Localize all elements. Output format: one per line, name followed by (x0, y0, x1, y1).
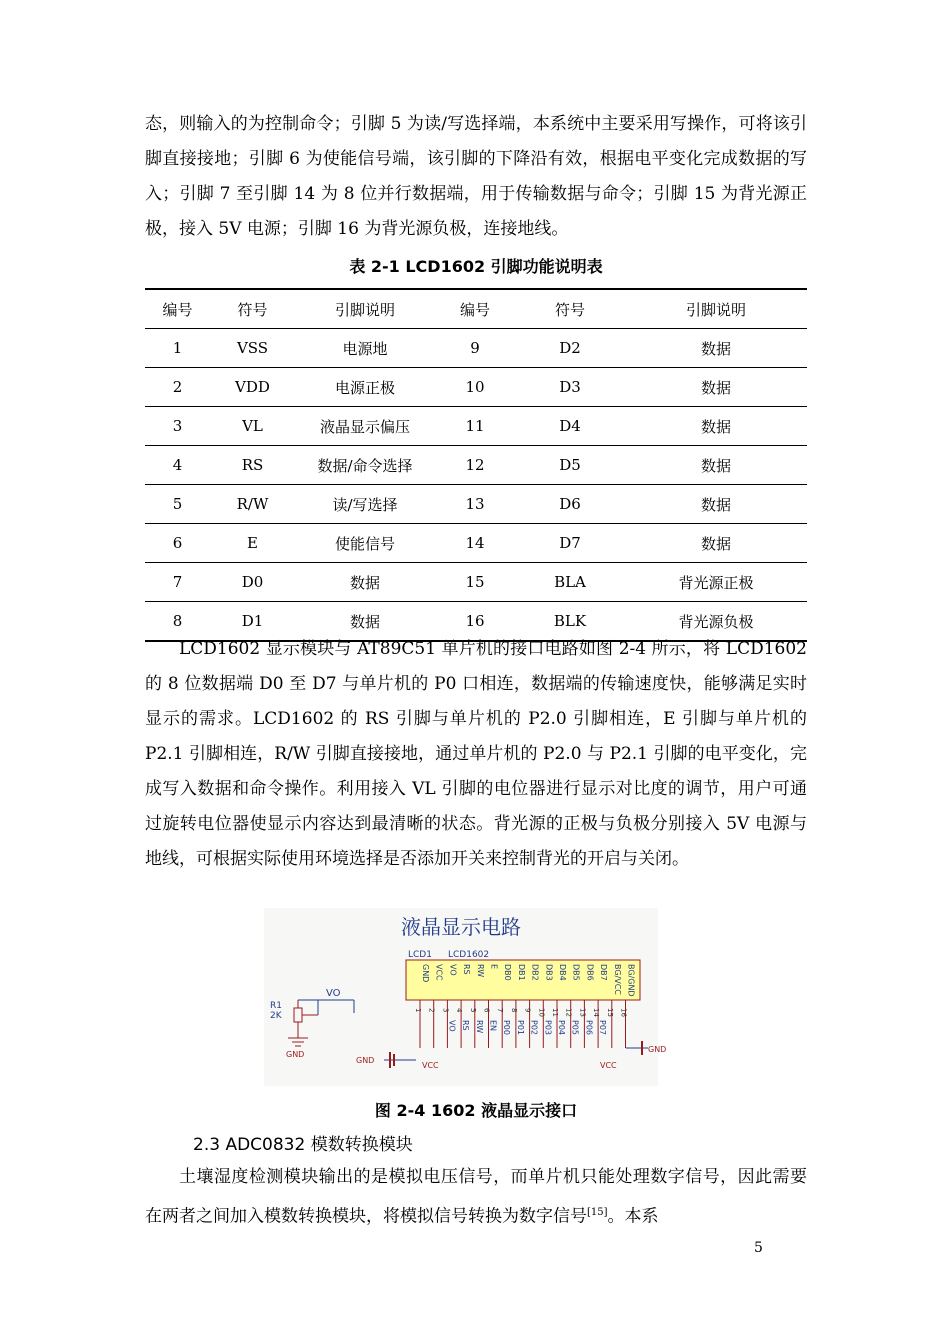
table-header: 编号 (162, 300, 193, 319)
table-cell: D2 (559, 339, 581, 357)
table-cell: 15 (465, 573, 485, 591)
vcc-label-pin2: VCC (422, 1061, 439, 1070)
vcc-label-pin15: VCC (600, 1061, 617, 1070)
vo-net-label: VO (326, 988, 341, 999)
table-cell: 3 (172, 417, 183, 435)
pin-name-label: RS (462, 964, 472, 975)
table-row (145, 407, 807, 446)
table-cell: 7 (172, 573, 183, 591)
table-cell: 使能信号 (334, 534, 395, 553)
schematic-title: 液晶显示电路 (401, 915, 521, 939)
table-cell: 读/写选择 (332, 495, 398, 514)
table-cell: 电源正极 (334, 378, 395, 397)
lcd-part-name: LCD1602 (448, 950, 490, 960)
pin-name-label: DB4 (558, 964, 567, 981)
citation-ref[interactable]: [15] (587, 1207, 608, 1218)
net-label: P05 (570, 1020, 580, 1036)
net-label: P06 (584, 1020, 594, 1036)
table-cell: 8 (172, 612, 183, 630)
net-label: EN (488, 1020, 498, 1032)
table-cell: 9 (470, 339, 480, 357)
gnd-label-left: GND (286, 1050, 305, 1059)
table-cell: E (247, 534, 258, 552)
pin-number: 4 (455, 1008, 464, 1013)
table-header: 引脚说明 (334, 300, 395, 319)
table-cell: VL (242, 417, 263, 435)
table-header: 编号 (459, 300, 490, 319)
table-cell: 数据 (349, 573, 380, 592)
resistor-value: 2K (270, 1011, 282, 1021)
table-cell: VSS (236, 339, 269, 357)
net-label: P00 (502, 1020, 512, 1036)
pin-name-label: DB2 (530, 964, 540, 981)
paragraph-adc-text: 土壤湿度检测模块输出的是模拟电压信号，而单片机只能处理数字信号，因此需要在两者之间加入模数转换模块，将模拟信号转换为数字信号 (145, 1167, 807, 1227)
pin-name-label: DB3 (544, 964, 554, 981)
pin-name-label: BG/VCC (612, 964, 622, 995)
net-label: P03 (543, 1020, 553, 1036)
table-cell: 13 (465, 495, 485, 513)
table-cell: 数据 (700, 534, 731, 553)
pin-name-label: DB7 (599, 964, 609, 981)
table-header: 引脚说明 (685, 300, 746, 319)
table-cell: 数据 (700, 339, 731, 358)
pin-number: 10 (537, 1008, 546, 1017)
table-header: 符号 (554, 300, 585, 319)
pin-number: 11 (551, 1008, 559, 1017)
pin-name-label: BG/GND (626, 964, 636, 997)
resistor-ref: R1 (270, 1001, 282, 1011)
table-row (145, 368, 807, 407)
net-label: VO (447, 1020, 457, 1032)
table-cell: 14 (465, 534, 485, 552)
table-header: 符号 (237, 300, 268, 319)
table-cell: 2 (172, 378, 183, 396)
table-cell: 数据 (700, 417, 731, 436)
pin-number: 12 (564, 1008, 573, 1017)
resistor-symbol (294, 1008, 302, 1022)
paragraph-adc (145, 1160, 807, 1235)
pin-number: 14 (592, 1008, 601, 1017)
section-heading-text: 2.3 ADC0832 模数转换模块 (193, 1135, 413, 1155)
table-cell: BLA (554, 573, 586, 591)
table-cell: 16 (465, 612, 485, 630)
pin-number: 1 (414, 1008, 422, 1013)
net-label: P01 (515, 1020, 525, 1036)
table-cell: 数据/命令选择 (317, 456, 413, 475)
table-cell: 5 (172, 495, 183, 513)
table-row (145, 563, 807, 602)
lcd-circuit-figure (264, 908, 667, 1086)
pin-number: 16 (619, 1008, 628, 1017)
table-cell: 液晶显示偏压 (319, 417, 410, 436)
table-cell: D6 (559, 495, 581, 513)
table-cell: VDD (235, 378, 270, 396)
table-row (145, 329, 807, 368)
paragraph-interface-text: LCD1602 显示模块与 AT89C51 单片机的接口电路如图 2-4 所示，将 LCD1602 的 8 位数据端 D0 至 D7 与单片机的 P0 口相连，数据端的传输速度快，能够满足实时显示的需求。LCD1602 的 RS 引脚与单片机的 P2.0 引脚相连，E 引脚与单片机的 P2.1 引脚相连，R/W 引脚直接接地，通过单片机的 P2.0 与 P2.1 引脚的电平变化，完成写入数据和命令操作。利用接入 VL 引脚的电位器进行显示对比度的调节，用户可通过旋转电位器使显示内容达到最清晰的状态。背光源的正极与负极分别接入 5V 电源与地线，可根据实际使用环境选择是否添加开关来控制背光的开启与关闭。 (145, 639, 807, 869)
pin-function-table (145, 288, 807, 642)
pin-number: 5 (468, 1008, 477, 1013)
net-label: RS (461, 1020, 471, 1031)
table-cell: 4 (172, 456, 183, 474)
pin-name-label: VO (448, 964, 458, 976)
table-row (145, 446, 807, 485)
table-row (145, 485, 807, 524)
table-cell: 数据 (700, 456, 731, 475)
net-label: RW (474, 1020, 484, 1034)
table-cell: D0 (241, 573, 264, 591)
table-cell: 11 (465, 417, 485, 435)
pin-name-label: RW (475, 964, 485, 978)
gnd-label-pin1: GND (356, 1056, 375, 1065)
net-label: P07 (598, 1020, 608, 1036)
pin-name-label: DB6 (585, 964, 595, 981)
pin-name-label: VCC (434, 964, 444, 981)
section-heading (193, 1130, 413, 1155)
pin-number: 8 (509, 1008, 518, 1013)
table-cell: RS (241, 456, 264, 474)
pin-number: 2 (427, 1008, 436, 1013)
paragraph-interface (145, 632, 807, 877)
pin-number: 6 (482, 1008, 491, 1013)
pin-name-label: DB0 (503, 964, 513, 981)
table-cell: BLK (553, 612, 587, 630)
schematic-svg (264, 908, 667, 1086)
net-label: P04 (557, 1020, 566, 1036)
lcd-ref: LCD1 (408, 950, 432, 960)
pin-number: 15 (605, 1008, 614, 1017)
table-cell: 数据 (700, 495, 731, 514)
table-cell: 电源地 (342, 339, 388, 358)
pin-name-label: GND (421, 964, 430, 983)
table-cell: 1 (172, 339, 183, 357)
table-cell: 背光源正极 (678, 573, 754, 592)
figure-caption: 图 2-4 1602 液晶显示接口 (374, 1101, 578, 1120)
table-cell: 10 (465, 378, 485, 396)
table-header-row (145, 289, 807, 329)
table-cell: R/W (236, 495, 269, 513)
pin-number: 7 (496, 1008, 505, 1013)
table-caption: 表 2-1 LCD1602 引脚功能说明表 (349, 257, 603, 276)
paragraph-adc-tail: 。本系 (607, 1206, 659, 1227)
pin-number: 13 (578, 1008, 587, 1017)
table-cell: D1 (241, 612, 264, 630)
table-cell: D3 (559, 378, 581, 396)
table-cell: D5 (559, 456, 581, 474)
paragraph-pin-description: 态，则输入的为控制命令；引脚 5 为读/写选择端，本系统中主要采用写操作，可将该引脚直接接地；引脚 6 为使能信号端，该引脚的下降沿有效，根据电平变化完成数据的写入；引脚 7 至引脚 14 为 8 位并行数据端，用于传输数据与命令；引脚 15 为背光源正极，接入 5V 电源；引脚 16 为背光源负极，连接地线。 (145, 114, 807, 239)
pin-name-label: DB1 (516, 964, 526, 981)
table-cell: 6 (172, 534, 183, 552)
pin-name-label: E (489, 964, 499, 970)
net-label: P02 (529, 1020, 539, 1036)
table-cell: 数据 (349, 612, 380, 631)
table-row (145, 524, 807, 563)
gnd-label-pin16: GND (648, 1045, 667, 1054)
table-cell: D7 (559, 534, 581, 552)
pin-number: 9 (523, 1008, 532, 1013)
pin-number: 3 (441, 1008, 450, 1013)
table-cell: D4 (559, 417, 581, 435)
page-number: 5 (754, 1240, 763, 1256)
table-cell: 12 (465, 456, 485, 474)
table-cell: 背光源负极 (678, 612, 754, 631)
table-cell: 数据 (700, 378, 731, 397)
pin-name-label: DB5 (571, 964, 581, 981)
